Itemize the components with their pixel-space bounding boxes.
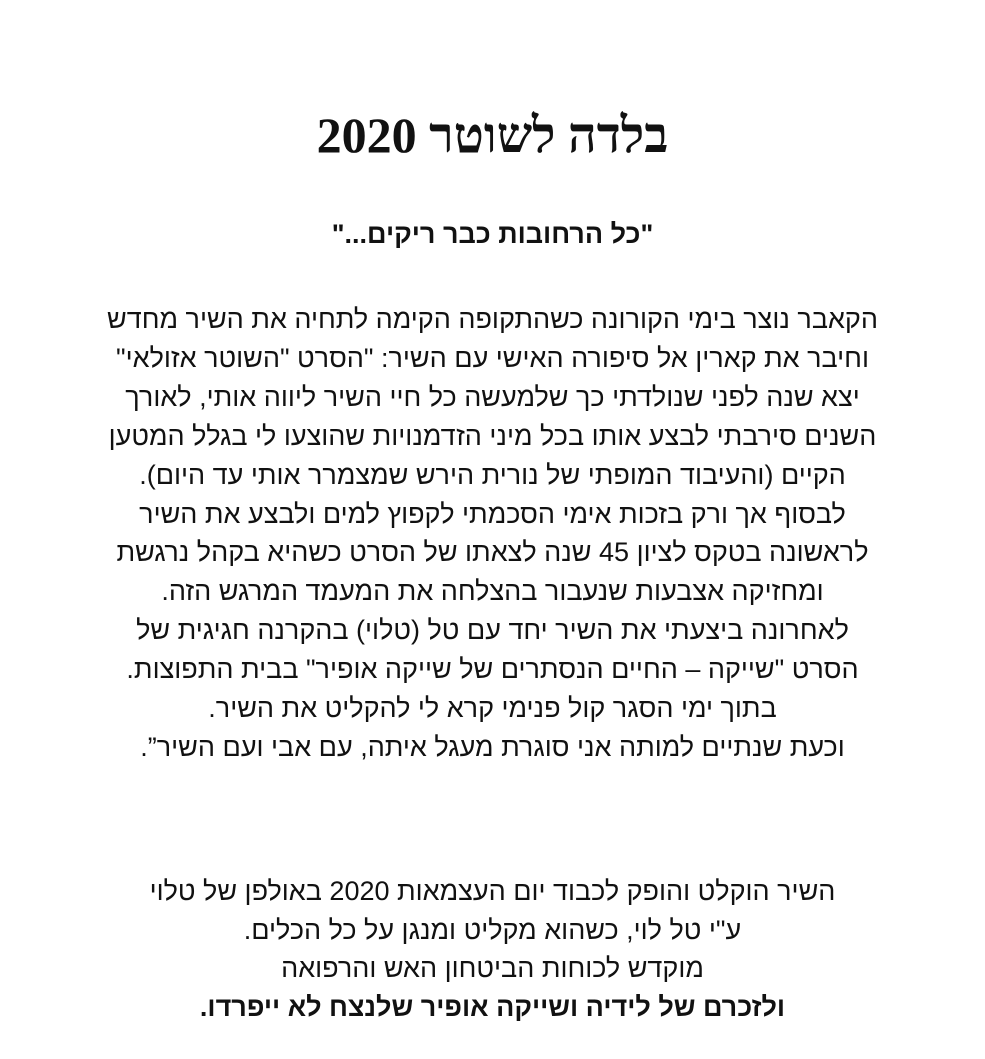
body-paragraph bbox=[20, 300, 965, 767]
body-line: השנים סירבתי לבצע אותו בכל מיני הזדמנויות שהוצעו לי בגלל המטען bbox=[108, 420, 877, 451]
body-line: ומחזיקה אצבעות שנעבור בהצלחה את המעמד המרגש הזה. bbox=[161, 576, 824, 607]
body-line: לאחרונה ביצעתי את השיר יחד עם טל (טלוי) בהקרנה חגיגית של bbox=[136, 615, 849, 646]
page-subtitle: "כל הרחובות כבר ריקים..." bbox=[331, 219, 654, 249]
body-line: וחיבר את קארין אל סיפורה האישי עם השיר: "הסרט "השוטר אזולאי" bbox=[116, 342, 869, 373]
credits-line: ע"י טל לוי, כשהוא מקליט ומנגן על כל הכלים. bbox=[243, 914, 742, 945]
body-line: יצא שנה לפני שנולדתי כך שלמעשה כל חיי השיר ליווה אותי, לאורך bbox=[125, 381, 860, 412]
dedication-line: ולזכרם של לידיה ושייקה אופיר שלנצח לא ייפרדו. bbox=[199, 991, 786, 1022]
body-line: וכעת שנתיים למותה אני סוגרת מעגל איתה, עם אבי ועם השיר”. bbox=[140, 731, 845, 762]
body-line: הקיים (והעיבוד המופתי של נורית הירש שמצמרר אותי עד היום). bbox=[139, 459, 846, 490]
body-line: הסרט "שייקה – החיים הנסתרים של שייקה אופיר" בבית התפוצות. bbox=[126, 654, 859, 685]
credits-paragraph bbox=[60, 872, 925, 1026]
body-line: בתוך ימי הסגר קול פנימי קרא לי להקליט את השיר. bbox=[208, 693, 777, 724]
body-line: הקאבר נוצר בימי הקורונה כשהתקופה הקימה לתחיה את השיר מחדש bbox=[107, 304, 878, 334]
body-line: לבסוף אך ורק בזכות אימי הסכמתי לקפוץ למים ולבצע את השיר bbox=[139, 498, 846, 529]
body-line: לראשונה בטקס לציון 45 שנה לצאתו של הסרט כשהיא בקהל נרגשת bbox=[116, 537, 869, 568]
page-title: בלדה לשוטר 2020 bbox=[316, 107, 669, 163]
credits-line: מוקדש לכוחות הביטחון האש והרפואה bbox=[281, 953, 704, 983]
credits-line: השיר הוקלט והופק לכבוד יום העצמאות 2020 באולפן של טלוי bbox=[149, 876, 836, 906]
